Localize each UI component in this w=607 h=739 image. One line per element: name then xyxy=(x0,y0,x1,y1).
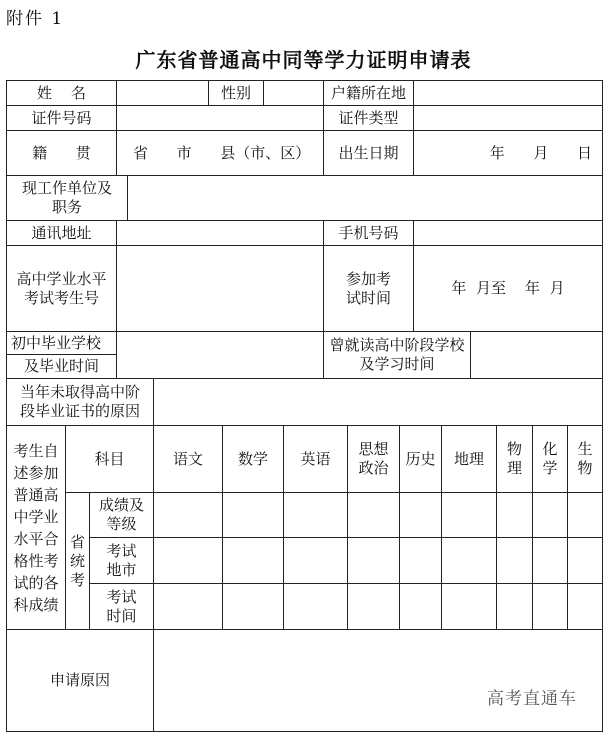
score-grade-label: 成绩及等级 xyxy=(89,492,154,538)
address-label: 通讯地址 xyxy=(6,220,117,246)
exam-city-cell[interactable] xyxy=(532,537,568,584)
reason-no-certificate-field[interactable] xyxy=(153,378,603,426)
subject-biology: 生物 xyxy=(567,425,603,493)
provincial-exam-label: 省统考 xyxy=(65,492,90,630)
exam-city-cell[interactable] xyxy=(496,537,533,584)
subject-chemistry: 化学 xyxy=(532,425,568,493)
mobile-label: 手机号码 xyxy=(323,220,414,246)
score-cell[interactable] xyxy=(441,492,497,538)
junior-school-label: 初中毕业学校 xyxy=(6,331,117,355)
exam-number-label: 高中学业水平考试考生号 xyxy=(6,245,117,332)
watermark: 高考直通车 xyxy=(487,689,577,709)
exam-date-cell[interactable] xyxy=(283,583,348,630)
exam-date-cell[interactable] xyxy=(399,583,442,630)
address-field[interactable] xyxy=(116,220,324,246)
score-cell[interactable] xyxy=(532,492,568,538)
exam-time-label: 参加考试时间 xyxy=(323,245,414,332)
subject-english: 英语 xyxy=(283,425,348,493)
exam-city-cell[interactable] xyxy=(222,537,284,584)
id-type-field[interactable] xyxy=(413,105,603,131)
name-label: 姓 名 xyxy=(6,80,117,106)
score-cell[interactable] xyxy=(399,492,442,538)
birth-date-field[interactable]: 年 月 日 xyxy=(413,130,603,176)
exam-date-cell[interactable] xyxy=(532,583,568,630)
exam-date-cell[interactable] xyxy=(441,583,497,630)
subject-politics: 思想政治 xyxy=(347,425,400,493)
exam-date-cell[interactable] xyxy=(567,583,603,630)
native-place-value: 省 市 县（市、区） xyxy=(133,143,311,162)
id-number-field[interactable] xyxy=(116,105,324,131)
exam-time-field[interactable]: 年 月至 年 月 xyxy=(413,245,603,332)
exam-city-label: 考试地市 xyxy=(89,537,154,584)
subject-math: 数学 xyxy=(222,425,284,493)
score-cell[interactable] xyxy=(496,492,533,538)
score-cell[interactable] xyxy=(567,492,603,538)
application-reason-label: 申请原因 xyxy=(6,629,154,732)
exam-city-cell[interactable] xyxy=(567,537,603,584)
score-cell[interactable] xyxy=(283,492,348,538)
graduation-time-label: 及毕业时间 xyxy=(6,354,117,379)
mobile-field[interactable] xyxy=(413,220,603,246)
application-reason-field[interactable] xyxy=(153,629,603,732)
hukou-label: 户籍所在地 xyxy=(323,80,414,106)
workplace-label: 现工作单位及职务 xyxy=(6,175,128,221)
birth-date-label: 出生日期 xyxy=(323,130,414,176)
score-cell[interactable] xyxy=(153,492,223,538)
previous-school-label: 曾就读高中阶段学校及学习时间 xyxy=(323,331,471,379)
exam-city-cell[interactable] xyxy=(153,537,223,584)
hukou-field[interactable] xyxy=(413,80,603,106)
reason-no-certificate-label: 当年未取得高中阶段毕业证书的原因 xyxy=(6,378,154,426)
exam-city-cell[interactable] xyxy=(347,537,400,584)
exam-city-cell[interactable] xyxy=(283,537,348,584)
score-cell[interactable] xyxy=(222,492,284,538)
previous-school-field[interactable] xyxy=(470,331,603,379)
exam-date-cell[interactable] xyxy=(347,583,400,630)
subject-header: 科目 xyxy=(65,425,154,493)
junior-school-field[interactable] xyxy=(116,331,324,379)
workplace-field[interactable] xyxy=(127,175,603,221)
gender-field[interactable] xyxy=(263,80,324,106)
native-place-field[interactable] xyxy=(116,130,324,176)
exam-date-cell[interactable] xyxy=(153,583,223,630)
exam-date-cell[interactable] xyxy=(222,583,284,630)
exam-city-cell[interactable] xyxy=(399,537,442,584)
exam-number-field[interactable] xyxy=(116,245,324,332)
id-number-label: 证件号码 xyxy=(6,105,117,131)
exam-date-cell[interactable] xyxy=(496,583,533,630)
subject-chinese: 语文 xyxy=(153,425,223,493)
gender-label: 性别 xyxy=(208,80,264,106)
form-title: 广东省普通高中同等学力证明申请表 xyxy=(135,48,472,72)
exam-city-cell[interactable] xyxy=(441,537,497,584)
attachment-number: 附件 1 xyxy=(6,9,65,29)
score-cell[interactable] xyxy=(347,492,400,538)
native-place-label: 籍 贯 xyxy=(6,130,117,176)
subject-history: 历史 xyxy=(399,425,442,493)
exam-date-label: 考试时间 xyxy=(89,583,154,630)
subject-physics: 物理 xyxy=(496,425,533,493)
scores-section-label: 考生自述参加普通高中学业水平合格性考试的各科成绩 xyxy=(6,425,66,630)
subject-geography: 地理 xyxy=(441,425,497,493)
name-field[interactable] xyxy=(116,80,209,106)
id-type-label: 证件类型 xyxy=(323,105,414,131)
